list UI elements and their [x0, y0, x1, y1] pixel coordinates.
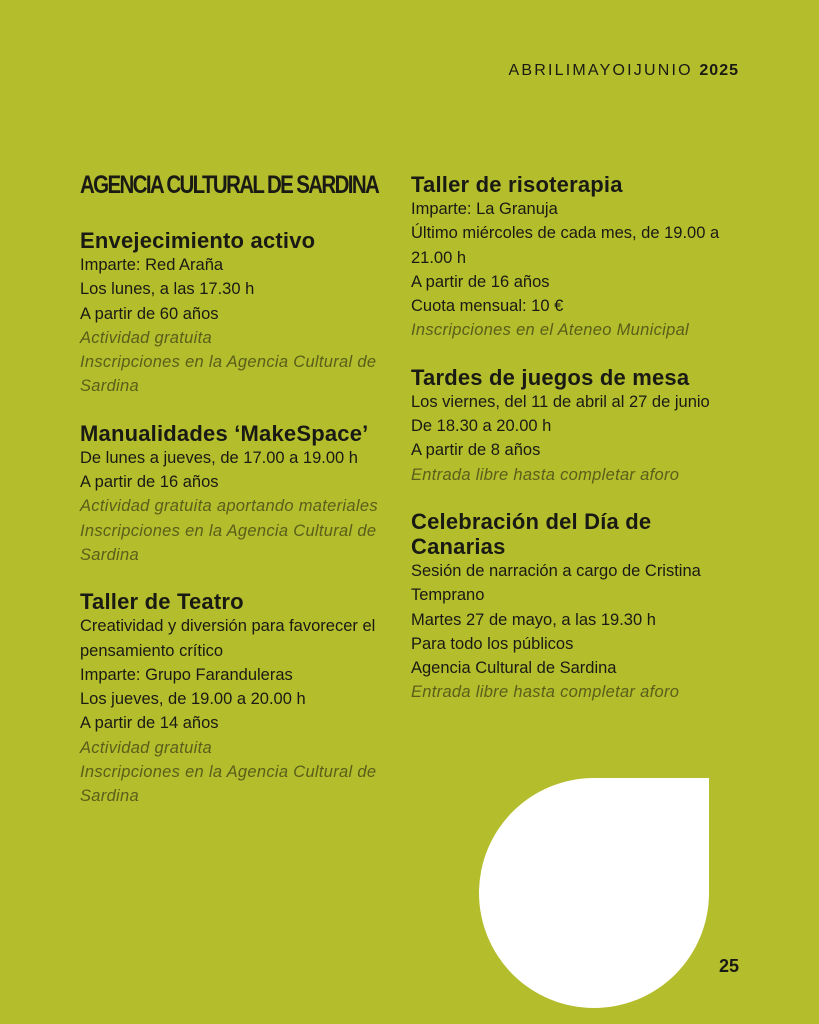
event-detail: Para todo los públicos — [411, 634, 574, 653]
event-block — [80, 589, 390, 808]
event-detail: Los jueves, de 19.00 a 20.00 h — [80, 690, 306, 709]
event-note: Entrada libre hasta completar aforo — [411, 465, 680, 484]
event-detail: A partir de 8 años — [411, 441, 541, 460]
event-title: Taller de risoterapia — [411, 172, 623, 197]
event-block — [411, 509, 721, 705]
event-detail: A partir de 16 años — [411, 272, 550, 291]
decorative-drop-shape — [479, 778, 709, 1008]
event-detail: A partir de 16 años — [80, 473, 219, 492]
event-note: Actividad gratuita aportando materiales — [80, 497, 378, 516]
left-column — [80, 172, 390, 831]
event-detail: Cuota mensual: 10 € — [411, 297, 564, 316]
organization-title: AGENCIA CULTURAL DE SARDINA — [80, 171, 379, 199]
event-note: Inscripciones en la Agencia Cultural de Sardina — [80, 521, 377, 564]
event-detail: Creatividad y diversión para favorecer el pensamiento crítico — [80, 617, 376, 660]
event-title: Envejecimiento activo — [80, 228, 316, 253]
event-detail: A partir de 14 años — [80, 714, 219, 733]
event-detail: De lunes a jueves, de 17.00 a 19.00 h — [80, 448, 358, 467]
event-title: Taller de Teatro — [80, 589, 244, 615]
right-event-list — [411, 172, 721, 705]
header-year: 2025 — [699, 62, 739, 79]
header-months: ABRILIMAYOIJUNIO — [508, 62, 693, 79]
event-title: Tardes de juegos de mesa — [411, 364, 690, 390]
left-event-list — [80, 228, 390, 809]
page-number: 25 — [718, 956, 739, 976]
event-note: Inscripciones en la Agencia Cultural de Sardina — [80, 353, 377, 396]
event-note: Entrada libre hasta completar aforo — [411, 683, 680, 702]
event-note: Actividad gratuita — [80, 328, 212, 347]
event-detail: Martes 27 de mayo, a las 19.30 h — [411, 610, 656, 629]
event-detail: De 18.30 a 20.00 h — [411, 417, 552, 436]
event-note: Inscripciones en el Ateneo Municipal — [411, 321, 690, 340]
event-detail: Sesión de narración a cargo de Cristina Temprano — [411, 561, 701, 605]
event-note: Actividad gratuita — [80, 738, 212, 757]
event-title: Manualidades ‘MakeSpace’ — [80, 420, 369, 446]
event-note: Inscripciones en la Agencia Cultural de Sardina — [80, 763, 377, 806]
event-detail: Agencia Cultural de Sardina — [411, 659, 617, 678]
event-detail: A partir de 60 años — [80, 304, 219, 323]
right-column — [411, 172, 721, 727]
event-block — [411, 172, 721, 343]
event-detail: Los viernes, del 11 de abril al 27 de junio — [411, 392, 710, 411]
event-block — [411, 365, 721, 487]
event-detail: Imparte: Grupo Faranduleras — [80, 665, 293, 684]
event-detail: Los lunes, a las 17.30 h — [80, 280, 255, 299]
event-detail: Imparte: La Granuja — [411, 200, 558, 218]
event-block — [80, 421, 390, 567]
event-detail: Último miércoles de cada mes, de 19.00 a 21.00 h — [411, 224, 720, 267]
page-header — [508, 62, 739, 80]
event-title: Celebración del Día de Canarias — [411, 508, 652, 559]
event-block — [80, 228, 390, 399]
event-detail: Imparte: Red Araña — [80, 256, 224, 274]
